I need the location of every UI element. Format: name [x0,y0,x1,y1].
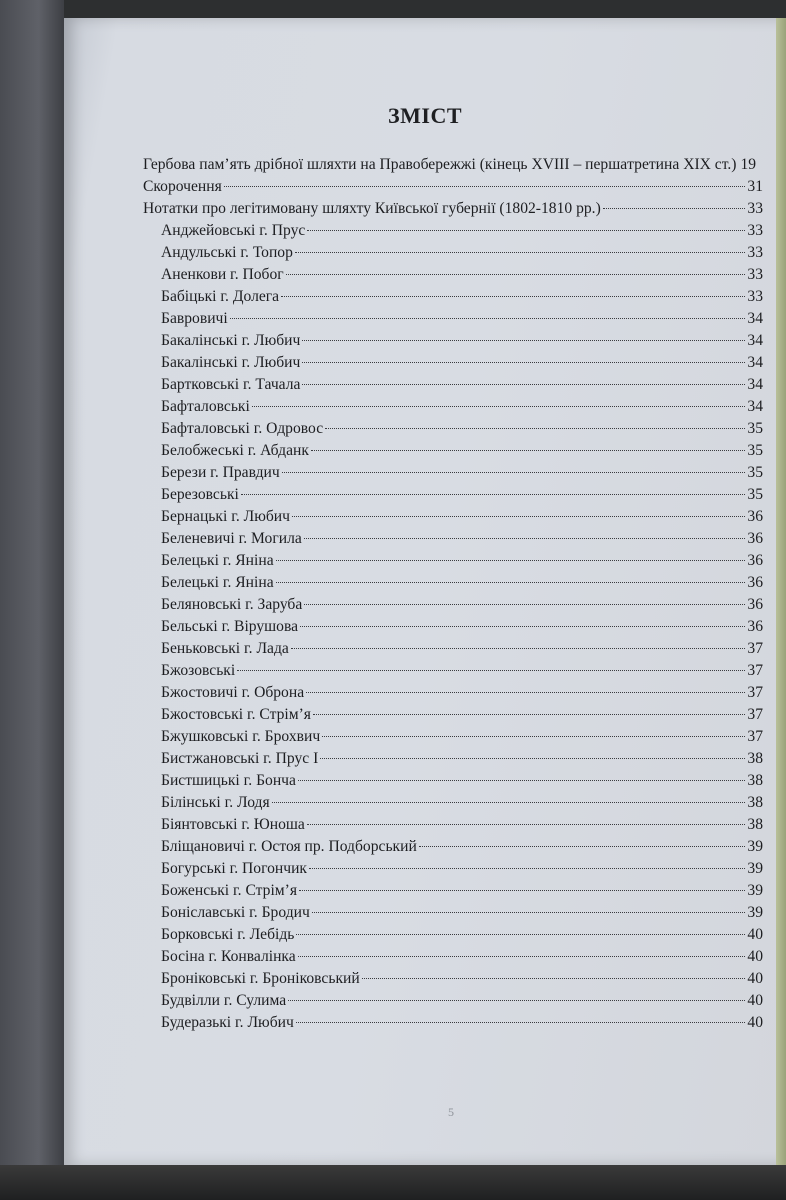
page-number-footer: 5 [448,1105,454,1119]
toc-entry-label: Бистжановські г. Прус І [161,750,319,767]
toc-page-number: 38 [747,772,763,789]
toc-page-number: 34 [747,398,763,415]
toc-page-number: 40 [747,992,763,1009]
toc-page-number: 33 [747,222,763,239]
toc-sub-entries [143,220,763,1034]
toc-entry [143,176,763,198]
toc-entry-label: Бавровичі [161,310,228,327]
dot-leader [312,912,746,913]
toc-entry-label: Білінські г. Лодя [161,794,270,811]
toc-page-number: 36 [747,574,763,591]
toc-entry-label: Боженські г. Стрім’я [161,882,298,899]
toc-entry-label: Беньковські г. Лада [161,640,289,657]
toc-page-number: 38 [747,794,763,811]
dot-leader [419,846,746,847]
left-page-edge [0,0,64,1165]
toc-sub-entry [143,682,763,704]
toc-entry-label: Нотатки про легітимовану шляхту Київської губернії (1802-1810 рр.) [143,200,601,217]
dot-leader [298,780,745,781]
dot-leader [362,978,746,979]
dot-leader [237,670,745,671]
toc-page-number: 39 [747,904,763,921]
toc-sub-entry [143,792,763,814]
toc-page-number: 37 [747,728,763,745]
dot-leader [300,626,745,627]
dot-leader [325,428,745,429]
toc-entry-label: Броніковські г. Броніковський [161,970,360,987]
toc-entry-label: Беляновські г. Заруба [161,596,303,613]
toc-entry-label: Будеразькі г. Любич [161,1014,294,1031]
toc-entry-label: Аненкови г. Побог [161,266,284,283]
toc-page-number: 39 [747,838,763,855]
toc-sub-entry [143,506,763,528]
toc-sub-entry [143,704,763,726]
toc-sub-entry [143,880,763,902]
toc-page-number: 34 [747,310,763,327]
toc-page-number: 40 [747,970,763,987]
toc-sub-entry [143,616,763,638]
toc-entry-label: Андульські г. Топор [161,244,293,261]
toc-sub-entry [143,572,763,594]
toc-page-number: 35 [747,464,763,481]
toc-page-number: 39 [747,882,763,899]
dot-leader [299,890,745,891]
dot-leader [281,296,745,297]
toc-sub-entry [143,418,763,440]
dot-leader [241,494,746,495]
toc-page-number: 37 [747,640,763,657]
toc-sub-entry [143,242,763,264]
toc-entry-label: Берези г. Правдич [161,464,280,481]
toc-entry-label: Анджейовські г. Прус [161,222,306,239]
dot-leader [307,824,746,825]
toc-page-number: 36 [747,618,763,635]
toc-page-number: 34 [747,332,763,349]
toc-sub-entry [143,264,763,286]
dot-leader [304,538,746,539]
dot-leader [603,208,746,209]
toc-sub-entry [143,726,763,748]
toc-page-number: 33 [747,266,763,283]
dot-leader [302,340,745,341]
toc-page-number: 31 [747,178,763,195]
toc-sub-entry [143,594,763,616]
dot-leader [296,1022,746,1023]
dot-leader [224,186,746,187]
toc-entry-label: Гербова пам’ять дрібної шляхти на Правобережжі (кінець XVIII – перша [143,156,628,173]
dot-leader [295,252,746,253]
toc-entry-label: Беленевичі г. Могила [161,530,302,547]
dot-leader [272,802,746,803]
toc-entry-label: Біянтовські г. Юноша [161,816,305,833]
toc-sub-entry [143,660,763,682]
dot-leader [292,516,745,517]
toc-entry-label: Скорочення [143,178,222,195]
toc-entry-label: Босіна г. Конвалінка [161,948,296,965]
dot-leader [276,582,746,583]
toc-page-number: 35 [747,486,763,503]
toc-sub-entry [143,528,763,550]
dot-leader [252,406,746,407]
toc-page-number: 33 [747,200,763,217]
toc-sub-entry [143,946,763,968]
dot-leader [298,956,746,957]
toc-sub-entry [143,550,763,572]
toc-entry-label: Борковські г. Лебідь [161,926,295,943]
toc-sub-entry [143,330,763,352]
toc-entry-label: Бакалінські г. Любич [161,354,301,371]
toc-page-number: 39 [747,860,763,877]
book-cover-edge [776,18,786,1165]
dot-leader [307,230,745,231]
toc-page-number: 36 [747,552,763,569]
toc-sub-entry [143,308,763,330]
toc-sub-entry [143,396,763,418]
dot-leader [322,736,745,737]
toc-entry-label: Березовські [161,486,239,503]
toc-page-number: 38 [747,816,763,833]
toc-page-number: 36 [747,596,763,613]
toc-page-number: 33 [747,244,763,261]
dot-leader [230,318,746,319]
toc-entry [143,198,763,220]
toc-page-number: 36 [747,508,763,525]
dot-leader [302,384,745,385]
toc-entry-label: Бернацькі г. Любич [161,508,290,525]
toc-entry-label: Белецькі г. Яніна [161,552,274,569]
toc-entry-label: Бакалінські г. Любич [161,332,301,349]
toc-sub-entry [143,858,763,880]
toc-page-number: 34 [747,376,763,393]
toc-entry-label: Бжостовські г. Стрім’я [161,706,311,723]
toc-sub-entry [143,440,763,462]
toc-page-number: 19 [740,156,757,173]
toc-entry-label: Бельські г. Вірушова [161,618,299,635]
toc-sub-entry [143,924,763,946]
dot-leader [302,362,745,363]
toc-page-number: 36 [747,530,763,547]
toc-page-number: 37 [747,706,763,723]
toc-entry-label: Будвілли г. Сулима [161,992,287,1009]
toc-entry-label: третина XIX ст.) [627,156,737,173]
toc-page-number: 40 [747,1014,763,1031]
dot-leader [296,934,745,935]
dot-leader [320,758,745,759]
dot-leader [311,450,745,451]
toc-sub-entry [143,462,763,484]
book-bottom-edge [0,1165,786,1200]
dot-leader [304,604,745,605]
dot-leader [306,692,745,693]
toc-page-number: 35 [747,420,763,437]
toc-entry-label: Боніславські г. Бродич [161,904,310,921]
toc-sub-entry [143,220,763,242]
dot-leader [291,648,746,649]
dot-leader [282,472,746,473]
toc-sub-entry [143,286,763,308]
toc-sub-entry [143,902,763,924]
table-of-contents [143,154,763,1034]
toc-page-number: 40 [747,948,763,965]
toc-entry-label: Белобжеські г. Абданк [161,442,309,459]
dot-leader [313,714,745,715]
dot-leader [276,560,746,561]
toc-sub-entry [143,1012,763,1034]
toc-page-number: 35 [747,442,763,459]
toc-sub-entry [143,374,763,396]
toc-sub-entry [143,990,763,1012]
toc-page-number: 34 [747,354,763,371]
toc-sub-entry [143,638,763,660]
toc-entry-label: Бафталовські [161,398,250,415]
toc-entry-label: Бартковські г. Тачала [161,376,301,393]
toc-page-number: 37 [747,662,763,679]
toc-sub-entry [143,748,763,770]
toc-entry-label: Бжозовські [161,662,236,679]
toc-sub-entry [143,968,763,990]
toc-sub-entry [143,814,763,836]
toc-entry-label: Бафталовські г. Одровос [161,420,324,437]
toc-entry-label: Бабіцькі г. Долега [161,288,280,305]
toc-sub-entry [143,770,763,792]
toc-page-number: 38 [747,750,763,767]
dot-leader [288,1000,745,1001]
toc-sub-entry [143,352,763,374]
toc-entry-label: Белецькі г. Яніна [161,574,274,591]
toc-page-number: 37 [747,684,763,701]
toc-page-number: 40 [747,926,763,943]
toc-entry-label: Бистшицькі г. Бонча [161,772,296,789]
dot-leader [309,868,745,869]
toc-title: ЗМІСТ [388,103,462,128]
toc-entry [143,154,763,176]
toc-entry-label: Бліщановичі г. Остоя пр. Подборський [161,838,417,855]
toc-sub-entry [143,484,763,506]
toc-entry-label: Бжушковські г. Брохвич [161,728,321,745]
toc-sub-entry [143,836,763,858]
toc-page-number: 33 [747,288,763,305]
toc-entry-label: Богурські г. Погончик [161,860,307,877]
dot-leader [286,274,746,275]
toc-entry-label: Бжостовичі г. Оброна [161,684,305,701]
